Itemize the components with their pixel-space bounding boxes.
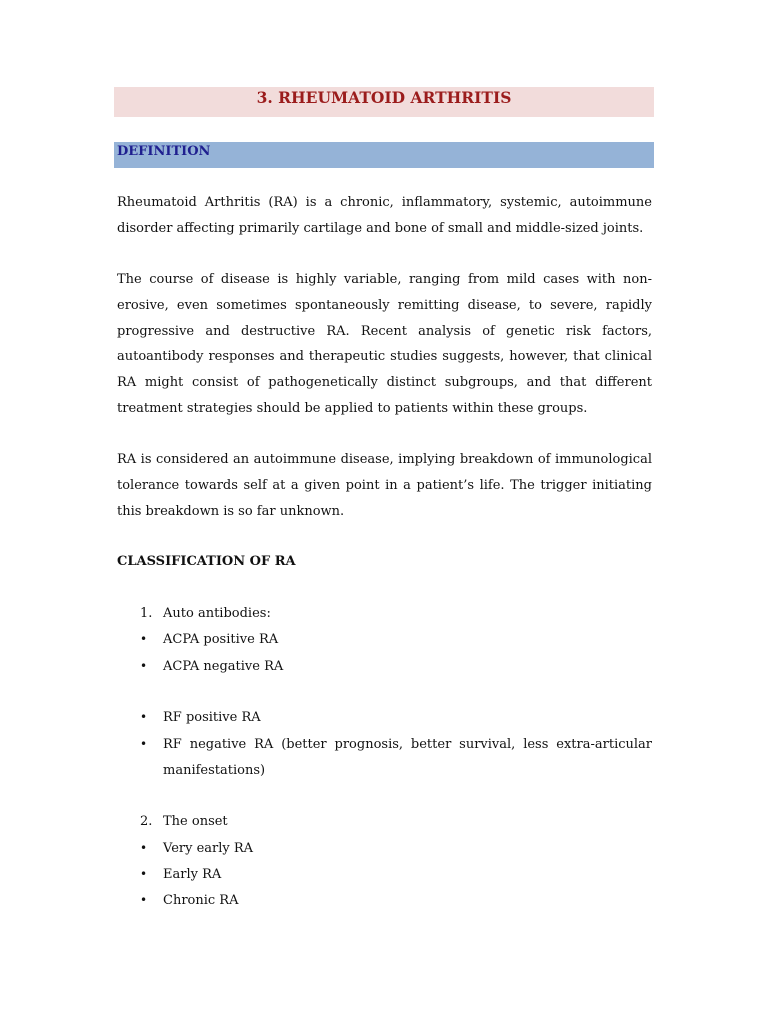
numbered-item-onset (140, 812, 652, 832)
item-label: The onset (163, 814, 228, 829)
item-label: Auto antibodies: (163, 606, 271, 621)
list-item-text: RF positive RA (163, 710, 261, 725)
list-item-text: ACPA negative RA (163, 659, 284, 674)
list-item (140, 654, 652, 680)
paragraph-autoimmune: RA is considered an autoimmune disease, implying breakdown of immunological tolerance towards self at a given point in a patient’s life. The trigger initiating this breakdown is so far unknown. (117, 452, 652, 519)
list-item-text: Very early RA (163, 841, 254, 856)
list-item (140, 627, 652, 653)
list-item (140, 862, 652, 888)
list-item-text: Chronic RA (163, 893, 239, 908)
item-number: 2. (140, 814, 153, 829)
list-item-text: RF negative RA (better prognosis, better survival, less extra-articular manifestations) (163, 737, 652, 778)
chapter-title: 3. RHEUMATOID ARTHRITIS (114, 87, 654, 117)
item-number: 1. (140, 606, 153, 621)
bullet-icon: • (140, 710, 148, 724)
list-item (140, 836, 652, 862)
bullet-icon: • (140, 632, 148, 646)
bullet-icon: • (140, 659, 148, 673)
bullet-icon: • (140, 867, 148, 881)
list-item (140, 732, 652, 784)
paragraph-definition: Rheumatoid Arthritis (RA) is a chronic, inflammatory, systemic, autoimmune disorder affecting primarily cartilage and bone of small and middle-sized joints. (117, 195, 652, 236)
bullet-icon: • (140, 737, 148, 751)
list-item (140, 888, 652, 914)
bullet-icon: • (140, 841, 148, 855)
definition-heading: DEFINITION (114, 142, 654, 168)
classification-heading: CLASSIFICATION OF RA (117, 554, 296, 569)
list-item-text: Early RA (163, 867, 222, 882)
paragraph-disease-course: The course of disease is highly variable, ranging from mild cases with non-erosive, even sometimes spontaneously remitting disease, to severe, rapidly progressive and destructive RA. Recent analysis of genetic risk factors, autoantibody responses and therapeutic studies suggests, however, that clinical RA might consist of pathogenetically distinct subgroups, and that different treatment strategies should be applied to patients within these groups. (117, 272, 652, 416)
bullet-icon: • (140, 893, 148, 907)
list-item (140, 705, 652, 731)
numbered-item-autoantibodies (140, 604, 652, 624)
list-item-text: ACPA positive RA (163, 632, 279, 647)
